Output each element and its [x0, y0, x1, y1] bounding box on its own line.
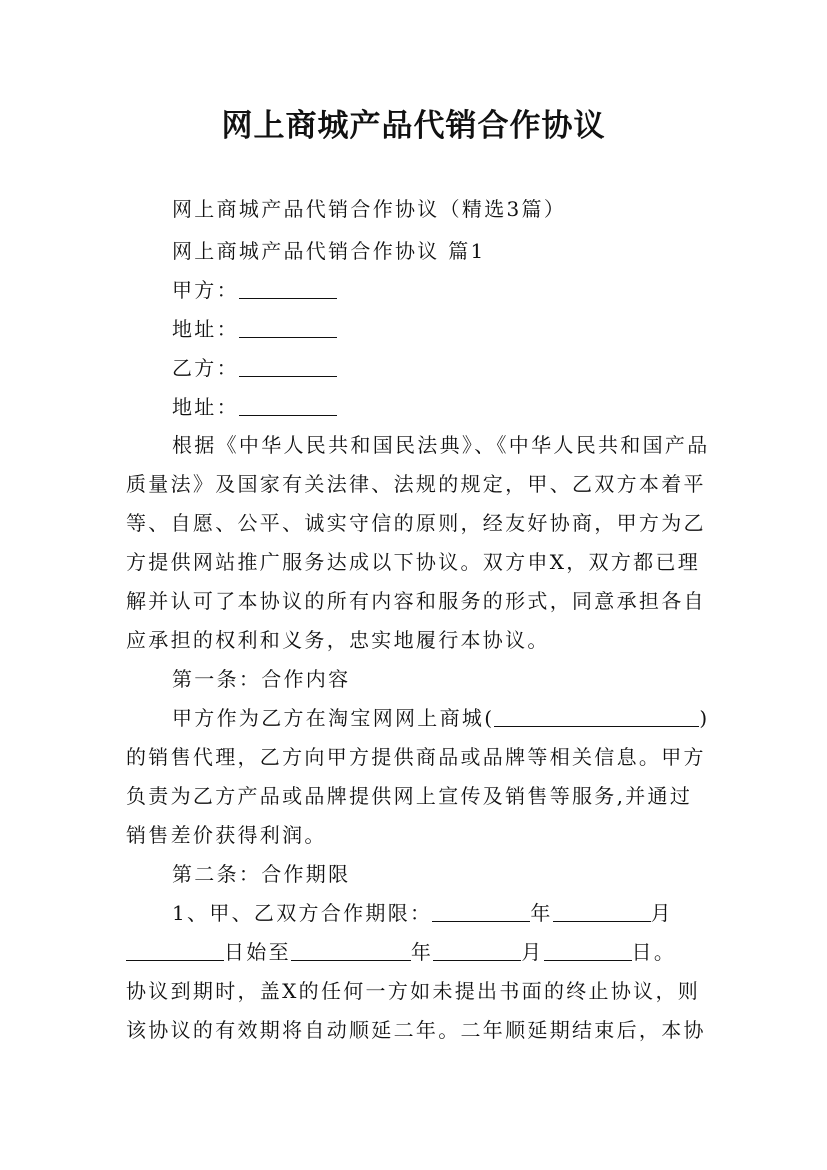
- paragraph-line: 负责为乙方产品或品牌提供网上宣传及销售等服务,并通过: [126, 784, 693, 808]
- term-year-blank: [432, 901, 530, 922]
- end-day-blank: [544, 940, 632, 961]
- address-b-label: 地址：: [172, 395, 239, 419]
- paragraph-line: 的销售代理，乙方向甲方提供商品或品牌等相关信息。甲方: [126, 745, 706, 769]
- address-b-blank: [239, 395, 337, 416]
- paragraph-line: 应承担的权利和义务，忠实地履行本协议。: [126, 628, 550, 652]
- end-year-label: 年: [410, 940, 434, 964]
- paragraph-line: 销售差价获得利润。: [126, 823, 327, 847]
- subtitle-line: 网上商城产品代销合作协议（精选3篇）: [172, 197, 567, 221]
- party-a-blank: [239, 278, 337, 299]
- party-b-line: [172, 349, 752, 388]
- term-label: 1、甲、乙双方合作期限：: [172, 901, 433, 925]
- party-b-label: 乙方：: [172, 356, 239, 380]
- article-1-heading: 第一条：合作内容: [172, 667, 351, 691]
- party-a-line: [172, 271, 752, 310]
- term-line-2: [126, 933, 706, 972]
- party-b-blank: [239, 356, 337, 377]
- term-start-label: 日始至: [224, 940, 291, 964]
- paragraph-line: 质量法》及国家有关法律、法规的规定，甲、乙双方本着平: [126, 472, 706, 496]
- term-month-label: 月: [650, 901, 673, 925]
- end-month-label: 月: [521, 940, 544, 964]
- document-title: 网上商城产品代销合作协议: [221, 108, 606, 144]
- paragraph-line: 解并认可了本协议的所有内容和服务的形式，同意承担各自: [126, 589, 706, 613]
- term-day-blank: [126, 940, 224, 961]
- paragraph-line: [172, 699, 752, 738]
- paragraph-line: 该协议的有效期将自动顺延二年。二年顺延期结束后，本协: [126, 1018, 706, 1042]
- paragraph-line: 方提供网站推广服务达成以下协议。双方申X，双方都已理: [126, 550, 701, 574]
- article-2-heading: 第二条：合作期限: [172, 862, 351, 886]
- section-heading: 网上商城产品代销合作协议 篇1: [172, 239, 486, 263]
- end-month-blank: [433, 940, 521, 961]
- party-a-label: 甲方：: [172, 278, 239, 302]
- mall-blank: [494, 706, 699, 727]
- term-month-blank: [553, 901, 651, 922]
- paragraph-line: 等、自愿、公平、诚实守信的原则，经友好协商，甲方为乙: [126, 511, 706, 535]
- end-year-blank: [291, 940, 411, 961]
- end-day-label: 日。: [631, 940, 677, 964]
- term-year-label: 年: [530, 901, 553, 925]
- address-a-blank: [239, 317, 337, 338]
- address-b-line: [172, 388, 752, 427]
- paragraph-line: 根据《中华人民共和国民法典》、《中华人民共和国产品: [172, 433, 710, 457]
- address-a-label: 地址：: [172, 317, 239, 341]
- paragraph-line: 协议到期时，盖X的任何一方如未提出书面的终止协议，则: [126, 979, 701, 1003]
- mall-text: 甲方作为乙方在淘宝网网上商城(: [172, 706, 495, 730]
- address-a-line: [172, 310, 752, 349]
- term-line: [172, 894, 752, 933]
- mall-close-paren: ): [699, 706, 710, 730]
